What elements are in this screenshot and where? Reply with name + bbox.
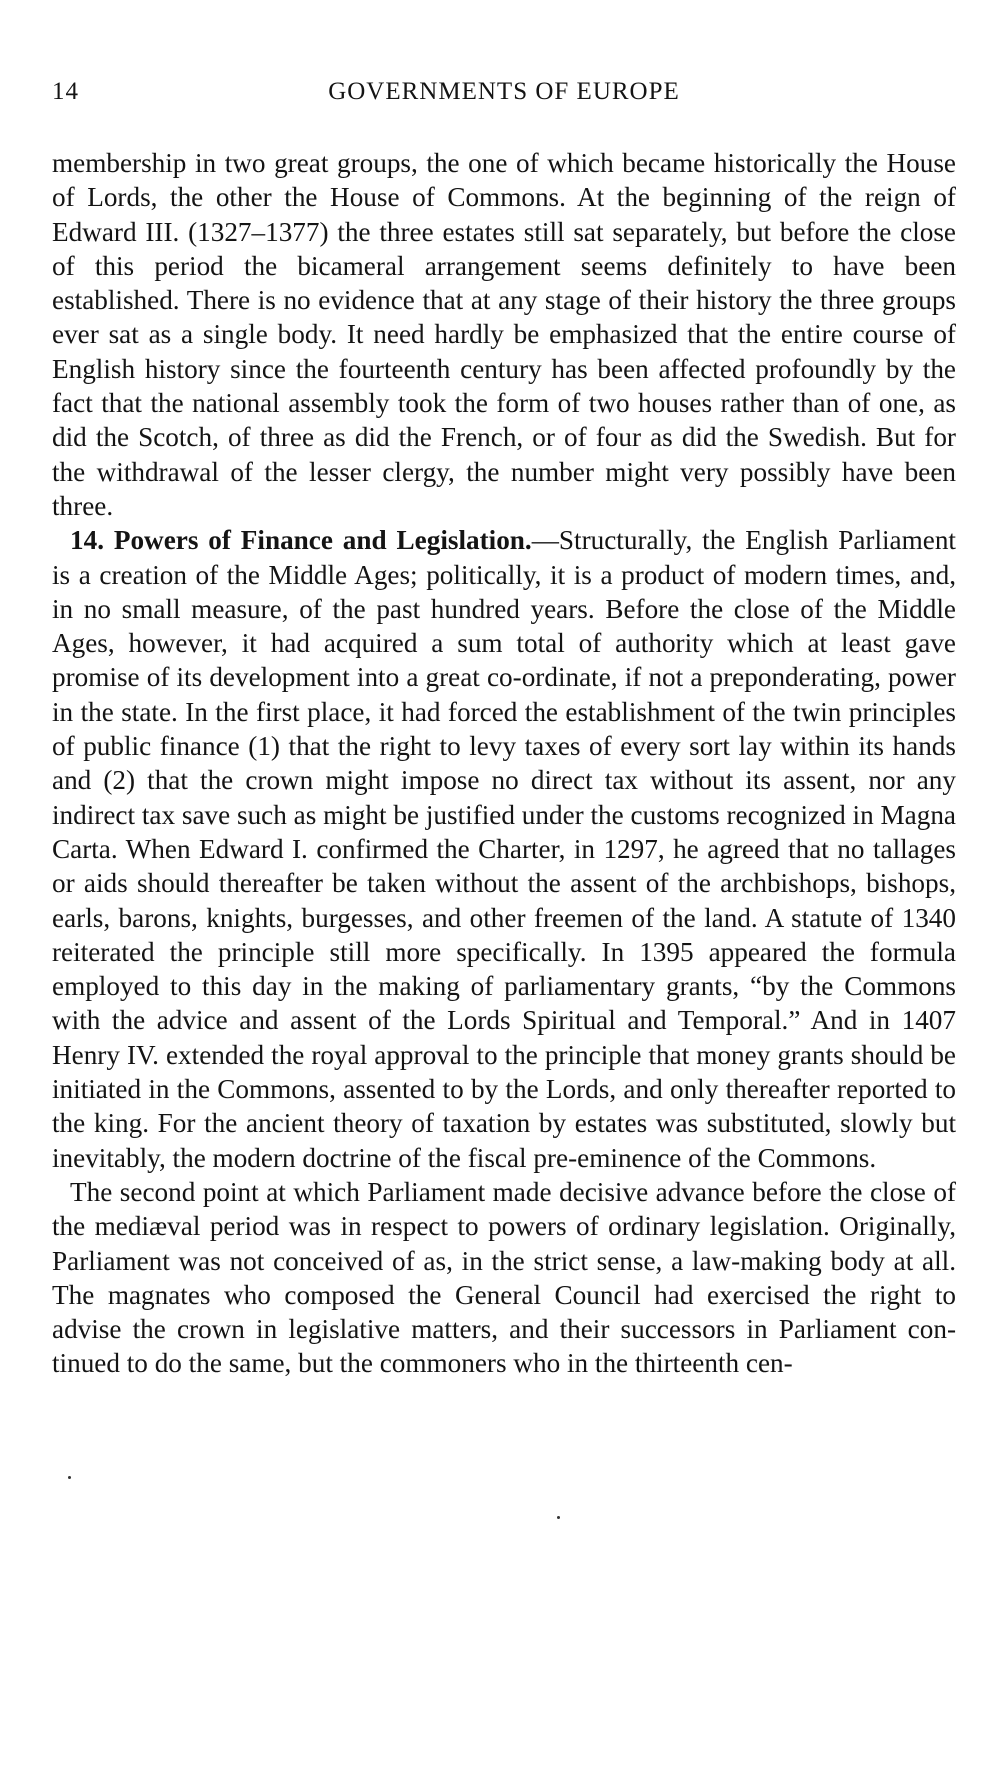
book-page: [52, 0, 956, 1766]
running-head: GOVERNMENTS OF EUROPE: [328, 78, 680, 105]
body-text: [52, 146, 956, 1381]
paragraph-section-14: [52, 523, 956, 1175]
section-heading: 14. Powers of Finance and Legislation.: [70, 525, 532, 556]
paragraph-legislation: The second point at which Parliament made decisive advance before the close of the mediæval period was in respect to powers of ordinary legislation. Originally, Parliament was not conceived of as, in the strict sense, a law-making body at all. The magnates who composed the General Council had exercised the right to advise the crown in legislative matters, and their successors in Parliament continued to do the same, but the commoners who in the thirteenth cen-: [52, 1176, 956, 1379]
print-speck: [68, 1476, 71, 1479]
page-number: 14: [52, 78, 79, 105]
print-speck: [557, 1516, 560, 1519]
paragraph-text: —Structurally, the English Parliament is a creation of the Middle Ages; politically, it is a product of modern times, and, in no small measure, of the past hundred years. Before the close of the Middle Ages, however, it had acquired a sum total of authority which at least gave promise of its development into a great co-ordinate, if not a preponderating, power in the state. In the first place, it had forced the establishment of the twin principles of public finance (1) that the right to levy taxes of every sort lay within its hands and (2) that the crown might impose no direct tax without its assent, nor any indirect tax save such as might be justified under the customs recognized in Magna Carta. When Edward I. confirmed the Charter, in 1297, he agreed that no tallages or aids should thereafter be taken without the assent of the archbishops, bishops, earls, barons, knights, burgesses, and other freemen of the land. A statute of 1340 reiterated the principle still more specifically. In 1395 appeared the formula employed to this day in the making of parliamentary grants, “by the Commons with the advice and assent of the Lords Spiritual and Temporal.” And in 1407 Henry IV. extended the royal approval to the principle that money grants should be initiated in the Commons, assented to by the Lords, and only thereafter reported to the king. For the ancient theory of taxation by estates was substituted, slowly but inevitably, the modern doctrine of the fiscal pre-eminence of the Commons.: [52, 525, 956, 1173]
page-header: [52, 78, 956, 114]
paragraph-continued: membership in two great groups, the one of which became historically the House of Lords, the other the House of Commons. At the beginning of the reign of Edward III. (1327–1377) the three estates still sat separately, but before the close of this period the bicameral arrangement seems definitely to have been established. There is no evidence that at any stage of their history the three groups ever sat as a single body. It need hardly be emphasized that the entire course of English history since the fourteenth century has been affected profoundly by the fact that the national assembly took the form of two houses rather than of one, as did the Scotch, of three as did the French, or of four as did the Swedish. But for the withdrawal of the lesser clergy, the number might very possibly have been three.: [52, 148, 956, 521]
